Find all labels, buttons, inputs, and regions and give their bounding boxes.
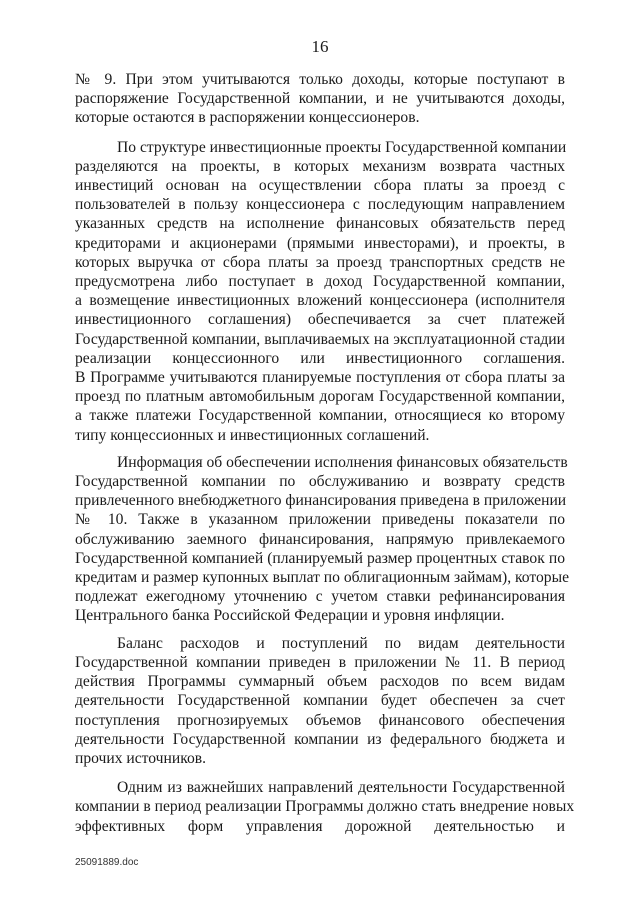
text-line: которые остаются в распоряжении концессионеров. — [75, 109, 420, 127]
text-line: поступления прогнозируемых объемов финансового обеспечения — [75, 711, 565, 729]
text-line: Государственной компании по обслуживанию и возврату средств — [75, 473, 565, 491]
text-line: В Программе учитываются планируемые поступления от сбора платы за — [75, 369, 565, 387]
text-line: компании в период реализации Программы должно стать внедрение новых — [75, 798, 575, 816]
text-line: Государственной компании, выплачиваемых на эксплуатационной стадии — [75, 330, 565, 348]
paragraph-2 — [75, 138, 565, 445]
text-line: № 10. Также в указанном приложении приведены показатели по — [75, 511, 565, 529]
paragraph-4 — [75, 634, 565, 768]
text-line: кредитам и размер купонных выплат по облигационным займам), которые — [75, 569, 569, 587]
text-line: действия Программы суммарный объем расходов по всем видам — [75, 673, 565, 691]
text-line: Баланс расходов и поступлений по видам деятельности — [117, 634, 565, 652]
text-line: распоряжение Государственной компании, и не учитываются доходы, — [75, 90, 565, 108]
text-line: Информация об обеспечении исполнения финансовых обязательств — [117, 453, 568, 471]
text-line: разделяются на проекты, в которых механизм возврата частных — [75, 157, 565, 175]
document-body — [75, 70, 575, 836]
paragraph-5 — [75, 778, 575, 836]
text-line: Одним из важнейших направлений деятельности Государственной — [117, 779, 565, 797]
text-line: эффективных форм управления дорожной деятельностью и — [75, 817, 565, 835]
text-line: типу концессионных и инвестиционных соглашений. — [75, 426, 430, 444]
text-line: а возмещение инвестиционных вложений концессионера (исполнителя — [75, 292, 565, 310]
text-line: проезд по платным автомобильным дорогам Государственной компании, — [75, 388, 565, 406]
text-line: привлеченного внебюджетного финансирования приведена в приложении — [75, 492, 567, 510]
text-line: Государственной компании приведен в приложении № 11. В период — [75, 653, 565, 671]
text-line: деятельности Государственной компании будет обеспечен за счет — [75, 692, 565, 710]
text-line: реализации концессионного или инвестиционного соглашения. — [75, 349, 565, 367]
document-filename: 25091889.doc — [75, 857, 139, 868]
paragraph-1 — [75, 70, 565, 128]
text-line: По структуре инвестиционные проекты Государственной компании — [117, 138, 567, 156]
text-line: которых выручка от сбора платы за проезд транспортных средств не — [75, 253, 565, 271]
text-line: подлежат ежегодному уточнению с учетом ставки рефинансирования — [75, 588, 565, 606]
text-line: инвестиционного соглашения) обеспечивается за счет платежей — [75, 311, 565, 329]
text-line: Государственной компанией (планируемый размер процентных ставок по — [75, 549, 565, 567]
text-line: указанных средств на исполнение финансовых обязательств перед — [75, 215, 565, 233]
text-line: прочих источников. — [75, 749, 207, 767]
text-line: Центрального банка Российской Федерации и уровня инфляции. — [75, 607, 505, 625]
paragraph-3 — [75, 453, 569, 626]
text-line: обслуживанию заемного финансирования, напрямую привлекаемого — [75, 530, 565, 548]
text-line: № 9. При этом учитываются только доходы, которые поступают в — [75, 71, 565, 88]
text-line: инвестиций основан на осуществлении сбора платы за проезд с — [75, 177, 565, 195]
text-line: кредиторами и акционерами (прямыми инвесторами), и проекты, в — [75, 234, 565, 252]
text-line: предусмотрена либо поступает в доход Государственной компании, — [75, 273, 565, 291]
text-line: деятельности Государственной компании из федерального бюджета и — [75, 730, 565, 748]
text-line: пользователей в пользу концессионера с последующим направлением — [75, 196, 565, 214]
page-number: 16 — [311, 37, 329, 56]
text-line: а также платежи Государственной компании, относящиеся ко второму — [75, 407, 565, 425]
